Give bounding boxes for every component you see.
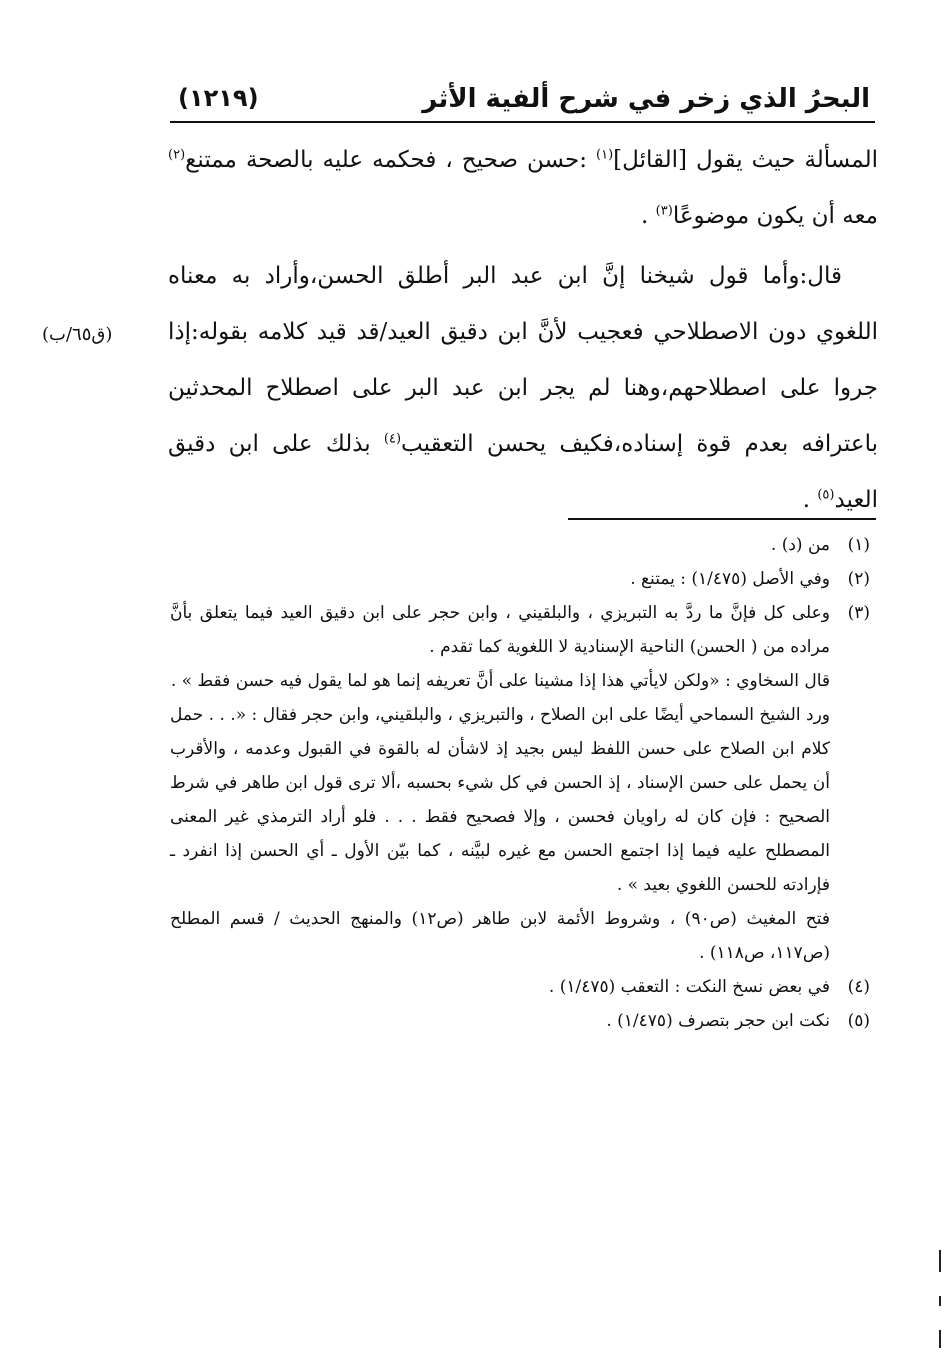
footnote-ref-1: (١) xyxy=(596,147,614,163)
footnote-number: (٤) xyxy=(847,977,870,997)
footnote-text: من (د) . xyxy=(770,535,830,555)
footnote-paragraph: فتح المغيث (ص٩٠) ، وشروط الأئمة لابن طاهر (ص١٢) والمنهج الحديث / قسم المطلح (ص١١٧، ص١١٨) . xyxy=(170,909,831,963)
footnote-4 xyxy=(170,970,876,1004)
footnote-5 xyxy=(170,1004,876,1038)
paragraph-1 xyxy=(168,132,878,244)
running-head xyxy=(170,78,870,118)
footnote-number: (١) xyxy=(847,535,870,555)
scan-edge-marks xyxy=(939,1250,943,1360)
footnote-paragraph: قال السخاوي : «ولكن لايأتي هذا إذا مشينا على أنَّ تعريفه إنما هو لما يقول فيه حسن فقط » . xyxy=(170,671,830,691)
footnote-2 xyxy=(170,562,876,596)
footnote-paragraph: وعلى كل فإنَّ ما ردَّ به التبريزي ، والبلقيني ، وابن حجر على ابن دقيق العيد فيما يتعلق بأنَّ مراده من ( الحسن) الناحية الإسنادية لا اللغوية كما تقدم . xyxy=(170,603,830,657)
footnote-ref-2: (٢) xyxy=(168,147,186,163)
paragraph-2 xyxy=(168,248,878,528)
footnote-separator xyxy=(568,518,876,520)
text-run: المسألة حيث يقول [القائل] xyxy=(613,147,879,173)
text-run: :حسن صحيح ، فحكمه عليه بالصحة xyxy=(245,147,597,173)
footnote-ref-3: (٣) xyxy=(655,203,673,219)
footnote-1 xyxy=(170,528,876,562)
header-rule xyxy=(170,121,875,123)
scan-mark xyxy=(939,1330,941,1348)
text-run: معه أن يكون موضوعًا xyxy=(672,203,878,229)
footnote-3 xyxy=(170,596,876,970)
text-run: . xyxy=(802,487,818,513)
text-run: بذلك على ابن دقيق العيد xyxy=(168,431,878,513)
footnote-ref-5: (٥) xyxy=(817,487,835,503)
manuscript-folio-note: (ق٦٥/ب) xyxy=(42,324,113,345)
text-run: ممتنع xyxy=(185,147,237,173)
scan-mark xyxy=(939,1250,941,1272)
page-number: (١٢١٩) xyxy=(178,84,259,112)
footnote-number: (٥) xyxy=(847,1011,870,1031)
footnotes xyxy=(170,528,876,1038)
footnote-text: نكت ابن حجر بتصرف (١/٤٧٥) . xyxy=(606,1011,830,1031)
book-title: البحرُ الذي زخر في شرح ألفية الأثر xyxy=(422,84,870,114)
text-run: . xyxy=(641,203,656,229)
main-text xyxy=(168,132,878,528)
footnote-text: وفي الأصل (١/٤٧٥) : يمتنع . xyxy=(630,569,830,589)
footnote-number: (٣) xyxy=(847,603,870,623)
footnote-text: في بعض نسخ النكت : التعقب (١/٤٧٥) . xyxy=(548,977,830,997)
footnote-number: (٢) xyxy=(847,569,870,589)
scan-mark xyxy=(939,1296,941,1306)
footnote-paragraph: ورد الشيخ السماحي أيضًا على ابن الصلاح ، والتبريزي ، والبلقيني، وابن حجر فقال : «. . . حمل كلام ابن الصلاح على حسن اللفظ ليس بجيد إذ لاشأن له بالقوة في القبول وعدمه ، والأقرب أن يحمل على حسن الإسناد ، إذ الحسن في كل شيء بحسبه ،ألا ترى قول ابن طاهر في شرط الصحيح : فإن كان له راويان فحسن ، وإلا فصحيح فقط . . . فلو أراد الترمذي غير المعنى المصطلح عليه فيما إذا اجتمع الحسن مع غيره لبيَّنه ، كما بيّن الأول ـ أي الحسن إذا انفرد ـ فإرادته للحسن اللغوي بعيد » . xyxy=(170,705,830,895)
text-run: قال:وأما قول شيخنا إنَّ ابن عبد البر أطلق الحسن،وأراد به معناه اللغوي دون الاصطلاحي فعجيب لأنَّ ابن دقيق العيد/قد قيد كلامه بقوله:إذا جروا على اصطلاحهم،وهنا لم يجر ابن عبد البر على اصطلاح المحدثين باعترافه بعدم قوة إسناده،فكيف يحسن التعقيب xyxy=(168,263,878,457)
footnote-ref-4: (٤) xyxy=(383,431,402,447)
